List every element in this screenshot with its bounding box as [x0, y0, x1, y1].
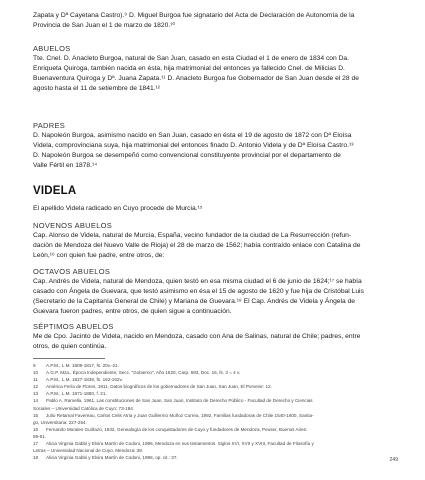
text-line: (Secretario de la Capitanía General de Chile) y Mariana de Guevara.¹⁸ El Cap. Andrés de Videla y Ángela de [33, 298, 356, 306]
footnote-17 [33, 440, 395, 447]
footnote-text: Letras – Universidad Nacional de Cuyo, Mendoza: 39. [33, 448, 144, 454]
footnote-text: Sociales – Universidad Católica de Cuyo: 73-184. [33, 405, 135, 411]
section-heading: PADRES [33, 121, 66, 130]
text-line: Zapata y Dª Cayetana Castro).⁹ D. Miguel Burgoa fue signatario del Acta de Declaración de Autonomía de la [33, 12, 355, 19]
footnote-10 [33, 369, 395, 376]
text-line: Buenaventura Quiroga y Dª. Juana Zapata.¹¹ D. Anacleto Burgoa fue Gobernador de San Juan desde el 28 de [33, 75, 359, 83]
text-line: dación de Mendoza del Nuevo Valle de Rioja) el 28 de marzo de 1562; había contraído enlace con Catalina de [33, 242, 361, 250]
footnote-text: A.P.M., L.M. 1809-1817, fs. 20v.-21. [46, 363, 119, 368]
text-line: Provincia de San Juan el 1 de marzo de 1820.¹⁰ [33, 22, 176, 30]
footnote-15-continued [33, 419, 395, 426]
footnote-14-continued [33, 405, 395, 412]
intro-paragraph [33, 11, 354, 31]
text-line: D. Napoleón Burgoa, asimismo nacido en San Juan, casado en ésta el 19 de agosto de 1872 con Dª Eloísa [33, 132, 352, 139]
footnote-number: 15 [33, 412, 39, 418]
footnote-14 [33, 397, 395, 404]
text-line: Me de Cpo. Jacinto de Videla, nacido en Mendoza, casado con Ana de Salinas, natural de Chile; padres, entre [33, 333, 361, 340]
section-videla [33, 184, 76, 198]
text-line: Cap. Alonso de Videla, natural de Murcia, España, vecino fundador de la ciudad de La Resurrección (refun- [33, 232, 352, 239]
footnote-text: 59-61. [33, 433, 47, 439]
footnote-text: América Fería de Flores, 1911, Datos biográficos de los gobernadores de San Juan, San Juan, El Porvenir: 12. [46, 384, 272, 390]
section-heading: OCTAVOS ABUELOS [33, 267, 111, 276]
footnotes [33, 358, 395, 461]
footnote-number: 13 [33, 391, 39, 397]
footnote-text: A.P.M., L.M. 1871-1880, f. 21. [46, 391, 107, 397]
footnote-11 [33, 376, 395, 383]
footnote-12 [33, 383, 395, 390]
footnote-text: Pablo A. Ramella, 1961, Las constituciones de San Juan, San Juan, Instituto de Derecho Público - Facultad de Derecho y Ciencias [46, 398, 313, 404]
text-line: Tte. Cnel. D. Anacleto Burgoa, natural de San Juan, casado en esta Ciudad el 1 de enero de 1834 con Da. [33, 55, 350, 62]
section-heading: ABUELOS [33, 44, 71, 53]
section-octavos-abuelos [33, 267, 364, 317]
footnote-number: 12 [33, 384, 39, 390]
text-line: León,¹⁶ con quien fue padre, entre otros, de: [33, 252, 165, 260]
text-line: D. Napoleón Burgoa se desempeñó como convencional constituyente provincial por el departamento de [33, 152, 341, 160]
text-line: Guevara fueron padres, entre otros, de quien sigue a continuación. [33, 308, 232, 316]
footnote-15 [33, 412, 395, 419]
footnote-17-continued [33, 447, 395, 454]
footnote-number: 11 [33, 377, 38, 383]
footnote-number: 14 [33, 398, 39, 404]
text-line: casado con Ángela de Guevara, que testó asimismo en ésa el 15 de agosto de 1620 y fue hija de Cristóbal Luis [33, 288, 364, 296]
footnote-text: Julio Retamal Favereau, Carlos Celis Atria y Juan Guillermo Muñoz Correa, 1992, Familias fundadoras de Chile 1540-1600, Santia- [46, 412, 314, 418]
footnote-text: Alicia Virginia Gabbi y Elvira Martín de Codoni, 1996, op. cit.: 37. [46, 455, 178, 461]
text-line: agosto hasta el 11 de setiembre de 1841.¹² [33, 85, 161, 93]
footnote-number: 17 [33, 441, 39, 447]
footnote-number: 18 [33, 455, 39, 461]
footnote-9 [33, 362, 395, 369]
section-padres [33, 121, 353, 171]
section-abuelos [33, 44, 359, 94]
text-line: Videla, comprovinciana suya, hija matrimonial del entonces finado D. Antonio Videla y de Dª Eloísa Castro.¹³ [33, 142, 354, 150]
text-line: El apellido Videla radicado en Cuyo procede de Murcia.¹⁵ [33, 205, 203, 212]
text-line: Enriqueta Quiroga, también nacida en ésta, hija matrimonial del entonces ya fallecido Cnel. de Milicias D. [33, 65, 345, 73]
footnote-16-continued [33, 433, 395, 440]
surname-title: VIDELA [33, 185, 77, 197]
text-line: Valle Fértil en 1878.¹⁴ [33, 162, 98, 170]
videla-intro [33, 204, 203, 214]
footnote-text: Alicia Virginia Gabbi y Elvira Martín de Codoni, 1996, Mendoza en sus testamentos. Siglos XVI, XVII y XVIII, Facultad de Filosofía y [46, 441, 314, 447]
section-novenos-abuelos [33, 221, 360, 261]
footnote-text: Fernando Morales Guiñazú, 1932, Genealogía de los conquistadores de Cuyo y fundadores de Mendoza, Peuser, Buenos Aires: [46, 426, 308, 432]
footnote-number: 9 [33, 363, 36, 368]
section-heading: SÉPTIMOS ABUELOS [33, 322, 114, 331]
section-heading: NOVENOS ABUELOS [33, 221, 113, 230]
text-line: otros, de quien continúa. [33, 343, 107, 351]
footnote-13 [33, 390, 395, 397]
footnote-text: A.P.M., L.M. 1827-1838, fs. 162-162v. [46, 377, 123, 383]
footnote-16 [33, 426, 395, 433]
section-septimos-abuelos [33, 322, 360, 352]
text-line: Cap. Andrés de Videla, natural de Mendoza, quien testó en esa misma ciudad el 6 de junio de 1624;¹⁷ se había [33, 278, 362, 285]
page-number: 249 [389, 457, 398, 463]
footnote-text: go, Universitaria: 227-254. [33, 419, 87, 425]
footnote-number: 16 [33, 426, 39, 432]
footnote-18 [33, 454, 395, 461]
footnote-text: A.G.P. Mza., Época Independiente, Secc. "Gobierno", Año 1820, Carp. 683, Doc. 16, fs. 3 = 4 v. [46, 370, 241, 376]
footnote-number: 10 [33, 370, 39, 376]
